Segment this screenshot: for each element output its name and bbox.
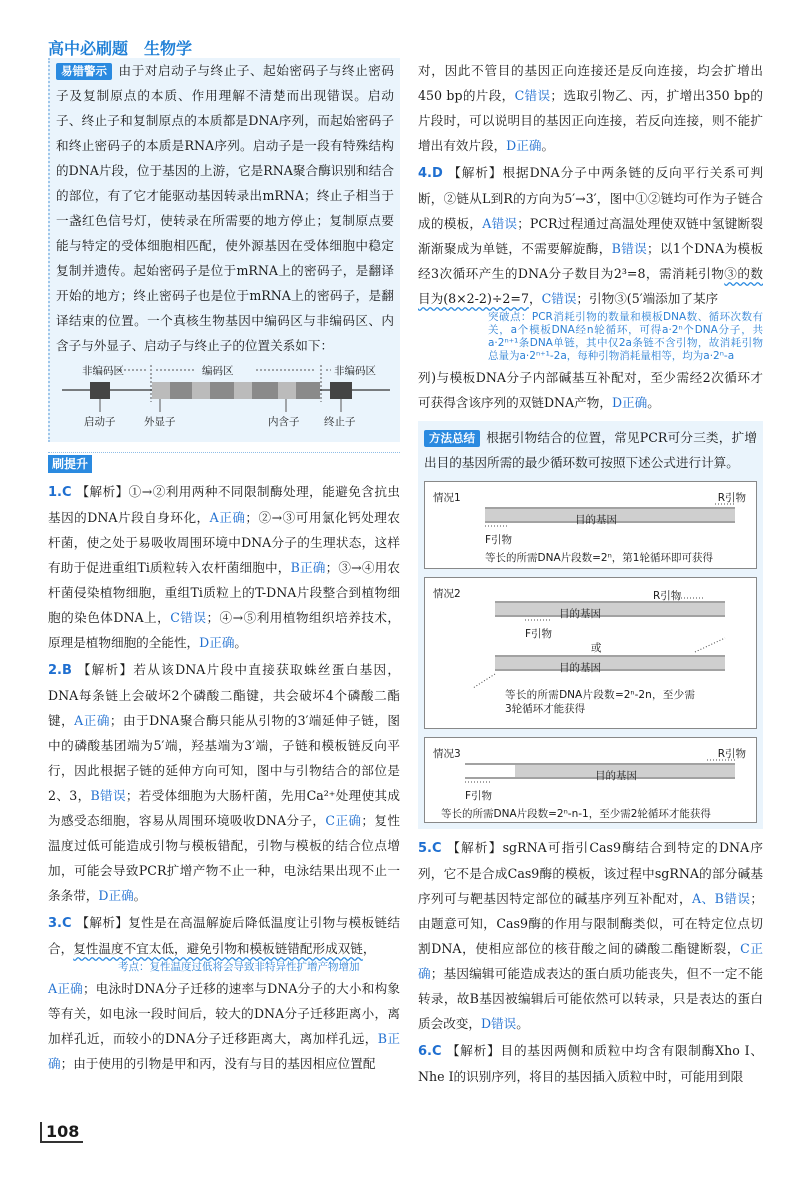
page-header-title: 高中必刷题 生物学	[48, 39, 193, 58]
key-point-text: ③的数目为(8×2-2)÷2=7	[418, 266, 763, 306]
case-1-formula: 等长的所需DNA片段数=2ⁿ，第1轮循环即可获得	[485, 552, 713, 564]
explanation-text: 。	[133, 888, 147, 903]
diagram-label-noncoding-left: 非编码区	[82, 365, 124, 377]
pcr-case-1	[424, 481, 757, 569]
explanation-text: 目的基因两侧和质粒中均含有限制酶Xho Ⅰ、Nhe Ⅰ的识别序列，将目的基因插入质粒中时，可能用到限	[418, 1043, 763, 1084]
verdict-text: C错误	[541, 291, 577, 306]
verdict-text: D正确	[611, 395, 648, 410]
diagram-label-terminator: 终止子	[324, 416, 356, 428]
explanation-text: 。	[647, 395, 660, 410]
method-text: 根据引物结合的位置，常见PCR可分三类，扩增出目的基因所需的最少循环数可按照下述公式进行计算。	[424, 430, 757, 470]
case-1-title: 情况1	[433, 492, 461, 504]
explanation-text: 复性是在高温解旋后降低温度让引物与模板链结合，	[48, 915, 401, 956]
gene-structure-diagram	[56, 362, 396, 438]
case-1-f-primer: F引物	[485, 534, 513, 546]
diagram-label-promoter: 启动子	[84, 416, 116, 428]
case-3-title: 情况3	[433, 748, 461, 760]
explanation-text: ，	[529, 291, 542, 306]
case-2-gene: 目的基因	[559, 608, 601, 620]
verdict-text: A正确	[209, 510, 246, 525]
verdict-text: D正确	[98, 888, 134, 903]
case-2-title: 情况2	[433, 588, 461, 600]
answer-continuation	[48, 976, 400, 1076]
case-2-formula: 等长的所需DNA片段数=2ⁿ-2n，至少需3轮循环才能获得	[505, 689, 695, 715]
case-2-or: 或	[591, 642, 602, 654]
right-answer-list	[418, 835, 763, 1089]
verdict-text: C错误	[514, 88, 551, 103]
explanation-text: ；基因编辑可能造成表达的蛋白质功能丧失，但不一定不能转录，故B基因被编辑后可能依然可以转录，只是表达的蛋白质会改变，	[418, 966, 764, 1031]
answer-4-d	[418, 160, 763, 311]
case-3-gene: 目的基因	[595, 770, 637, 782]
method-summary-box	[418, 421, 763, 829]
case-1-gene: 目的基因	[575, 514, 617, 526]
explanation-text: ；引物③(5′端添加了某序	[576, 291, 719, 306]
answer-3-c	[48, 910, 400, 961]
explanation-text: ；若受体细胞为大肠杆菌，先用Ca²⁺处理使其成为感受态细胞，容易从周围环境吸收DNA分子，	[48, 788, 400, 828]
verdict-text: D正确	[506, 138, 542, 153]
warning-text: 由于对启动子与终止子、起始密码子与终止密码子及复制原点的本质、作用理解不清楚而出现错误。启动子、终止子和复制原点的本质都是DNA序列，而起始密码子和终止密码子的本质是RNA序列。启动子是一段有特殊结构的DNA片段，位于基因的上游，它是RNA聚合酶识别和结合的部位，有了它才能驱动基因转录出mRNA；终止子相当于一盏红色信号灯，使转录在所需要的地方停止；复制原点要能与特定的受体细胞相匹配，使外源基因在受体细胞中稳定复制并遗传。起始密码子是位于mRNA上的密码子，是翻译开始的地方；终止密码子也是位于mRNA上的密码子，是翻译结束的位置。一个真核生物基因中编码区与非编码区、内含子与外显子、启动子与终止子的位置关系如下：	[56, 63, 394, 353]
case-3-f-primer: F引物	[465, 790, 493, 802]
explanation-text: ；②→③可用氯化钙处理农杆菌，使之处于易吸收周围环境中DNA分子的生理状态，这样有助于促进重组Ti质粒转入农杆菌细胞中，	[48, 510, 400, 575]
verdict-text: A、B错误	[692, 891, 751, 906]
exam-point-note: 考点：复性温度过低将会导致非特异性扩增产物增加	[118, 961, 360, 973]
method-tag: 方法总结	[424, 430, 480, 447]
analysis-tag: 【解析】	[76, 484, 129, 499]
verdict-text: C错误	[170, 610, 207, 625]
explanation-text: ；复性温度过低可能造成引物与模板错配，引物与模板的结合位点增加，可能会导致PCR扩增产物不止一种，电泳结果出现不止一条条带，	[48, 813, 400, 903]
warning-tag: 易错警示	[56, 63, 112, 80]
verdict-text: B错误	[611, 241, 648, 256]
error-warning-box	[48, 58, 400, 442]
left-answer-list	[48, 479, 400, 1076]
answer-continuation	[418, 365, 763, 415]
analysis-tag: 【解析】	[76, 915, 129, 930]
exam-point-note: 突破点：PCR消耗引物的数量和模板DNA数、循环次数有关，a个模板DNA经n轮循环，可得a·2ⁿ个DNA分子，共a·2ⁿ⁺¹条DNA单链，其中仅2a条链不含引物，故消耗引物总量为a·2ⁿ⁺¹-2a，每种引物消耗量相等，均为a·2ⁿ-a	[488, 311, 763, 362]
explanation-text: 。	[516, 1016, 529, 1031]
explanation-text: ；电泳时DNA分子迁移的速率与DNA分子的大小和构象等有关，如电泳一段时间后，较大的DNA分子迁移距离小，离加样孔近，而较小的DNA分子迁移距离大，离加样孔远，	[48, 981, 400, 1046]
pcr-case-2	[424, 577, 757, 729]
analysis-tag: 【解析】	[77, 662, 134, 677]
answer-4	[418, 160, 763, 415]
answer-number: 4.D	[418, 166, 449, 181]
verdict-text: B正确	[290, 560, 326, 575]
answer-2-b	[48, 657, 400, 908]
diagram-label-noncoding-right: 非编码区	[334, 365, 376, 377]
analysis-tag: 【解析】	[446, 1043, 501, 1058]
case-3-formula: 等长的所需DNA片段数=2ⁿ-n-1，至少需2轮循环才能获得	[441, 808, 711, 820]
answer-number: 6.C	[418, 1044, 447, 1059]
verdict-text: A正确	[74, 713, 110, 728]
case-1-r-primer: R引物	[717, 492, 746, 504]
verdict-text: C正确	[418, 941, 764, 981]
section-divider	[48, 452, 400, 477]
explanation-text: 。	[234, 635, 248, 650]
explanation-text: ；由于使用的引物是甲和丙，没有与目的基因相应位置配	[60, 1056, 376, 1071]
explanation-text: 若从该DNA片段中直接获取蛛丝蛋白基因，DNA每条链上会破坏2个磷酸二酯键，共会破坏4个磷酸二酯键，	[48, 662, 401, 728]
verdict-text: A正确	[48, 981, 83, 996]
verdict-text: C正确	[325, 813, 362, 828]
diagram-label-coding: 编码区	[202, 365, 234, 377]
answer-5-c	[418, 835, 763, 1036]
verdict-text: B正确	[48, 1031, 400, 1071]
explanation-text: ；PCR过程通过高温处理使双链中氢键断裂渐渐聚成为单链，不需要解旋酶，	[418, 216, 763, 256]
explanation-text: 列)与模板DNA分子内部碱基互补配对，至少需经2次循环才可获得含该序列的双链DNA产物，	[418, 370, 763, 410]
answer-6-c	[418, 1038, 763, 1089]
explanation-text: 。	[541, 138, 555, 153]
page-number: 108	[40, 1122, 83, 1143]
diagram-label-exon: 外显子	[144, 416, 176, 428]
diagram-label-intron: 内含子	[268, 416, 300, 428]
answer-number: 5.C	[418, 841, 448, 856]
explanation-text: ；选取引物乙、丙，扩增出350 bp的片段时，可以说明目的基因正向连接，若反向连接，则不能扩增出有效片段，	[418, 88, 763, 153]
explanation-text: sgRNA可指引Cas9酶结合到特定的DNA序列，它不是合成Cas9酶的模板，该过程中sgRNA的部分碱基序列可与靶基因特定部位的碱基序列互补配对，	[418, 840, 763, 906]
verdict-text: D错误	[480, 1016, 517, 1031]
answer-number: 2.B	[48, 663, 78, 678]
case-2-r-primer: R引物	[653, 590, 682, 602]
section-title: 刷提升	[48, 455, 92, 473]
explanation-text: ，	[362, 941, 376, 956]
case-2-gene-alt: 目的基因	[559, 662, 601, 674]
answer-1-c	[48, 479, 400, 655]
key-point-text: 复性温度不宜太低，避免引物和模板链错配形成双链	[73, 941, 363, 956]
verdict-text: B错误	[90, 788, 126, 803]
verdict-text: D正确	[199, 635, 235, 650]
answer-number: 3.C	[48, 916, 77, 931]
explanation-text: ；由题意可知，Cas9酶的作用与限制酶类似，可在特定位点切割DNA，使相应部位的核苷酸之间的磷酸二酯键断裂，	[418, 891, 763, 956]
verdict-text: A错误	[482, 216, 518, 231]
explanation-text: 根据DNA分子中两条链的反向平行关系可判断，②链从L到R的方向为5′→3′，图中①②链均可作为子链合成的模板，	[418, 165, 764, 231]
case-2-f-primer: F引物	[525, 628, 553, 640]
explanation-text: ；由于DNA聚合酶只能从引物的3′端延伸子链，图中的磷酸基团端为5′端，羟基端为3′端，子链和模板链反向平行，因此根据子链的延伸方向可知，图中与引物结合的部位是2、3，	[48, 713, 400, 803]
right-column	[418, 58, 763, 1089]
explanation-text: 对，因此不管目的基因正向连接还是反向连接，均会扩增出450 bp的片段，	[418, 63, 763, 103]
explanation-text: ①→②利用两种不同限制酶处理，能避免含抗虫基因的DNA片段自身环化，	[48, 484, 400, 525]
analysis-tag: 【解析】	[447, 840, 503, 855]
case-3-r-primer: R引物	[717, 748, 746, 760]
explanation-text: ；③→④用农杆菌侵染植物细胞，重组Ti质粒上的T-DNA片段整合到植物细胞的染色体DNA上，	[48, 560, 400, 625]
analysis-tag: 【解析】	[448, 165, 503, 180]
left-column	[48, 58, 400, 1076]
answer-number: 1.C	[48, 485, 77, 500]
explanation-text: ；④→⑤利用植物组织培养技术，原理是植物细胞的全能性，	[48, 610, 400, 650]
answer-3-continued	[418, 58, 763, 158]
explanation-text: ；以1个DNA为模板经3次循环产生的DNA分子数目为2³=8，需消耗引物	[418, 241, 763, 281]
pcr-case-3	[424, 737, 757, 823]
